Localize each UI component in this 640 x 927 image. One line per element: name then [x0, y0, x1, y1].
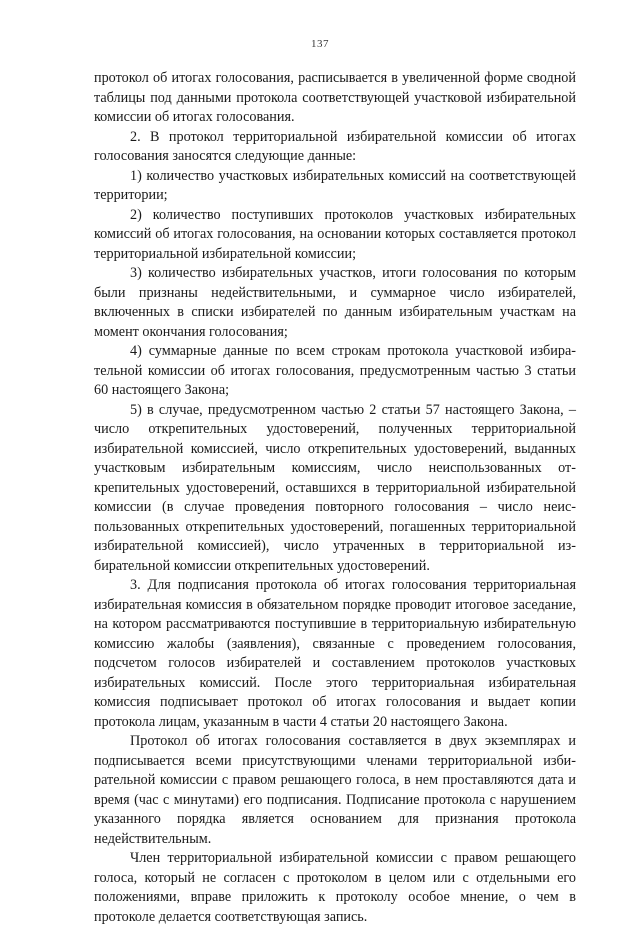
paragraph-continuation: протокол об итогах голосования, расписывается в увеличенной форме сводной таблицы под данными протокола соответствующей участковой избирательной комиссии об итогах голосования. [94, 70, 576, 125]
paragraph-item-3: 3) количество избирательных участков, итоги голосования по которым были признаны недействительными, и суммарное число избирателей, включенных в списки избирателей по данным избирательным участкам на момент окончания голосования; [94, 265, 576, 340]
paragraph-item-2: 2) количество поступивших протоколов участковых избирательных комиссий об итогах голосования, на основании которых составляется протокол территориальной избирательной комиссии; [94, 206, 576, 262]
paragraph-item-1: 1) количество участковых избирательных комиссий на соответствующей территории; [94, 167, 576, 203]
paragraph-item-5: 5) в случае, предусмотренном частью 2 статьи 57 настоящего Закона, – число открепительных удостоверений, полученных территориальной избирательной комиссией, число открепительных удостоверений, выданных участковым избирательным комиссиям, число неиспользованных открепительных удостоверений, оставшихся в территориальной избирательной комиссии (в случае проведения повторного голосования – число неиспользованных открепительных удостоверений, погашенных территориальной избирательной комиссией), число утраченных в территориальной избирательной комиссии открепительных удостоверений. [94, 401, 576, 574]
paragraph-item-4: 4) суммарные данные по всем строкам протокола участковой избирательной комиссии об итогах голосования, предусмотренным частью 3 статьи 60 настоящего Закона; [94, 343, 576, 398]
document-body [94, 69, 576, 927]
paragraph-protocol-signing: Протокол об итогах голосования составляется в двух экземплярах и подписывается всеми присутствующими членами территориальной избирательной комиссии с правом решающего голоса, в нем проставляются дата и время (час с минутами) его подписания. Подписание протокола с нарушением указанного порядка является основанием для признания протокола недействительным. [94, 733, 576, 847]
paragraph-dissenting-opinion: Член территориальной избирательной комиссии с правом решающего голоса, который не согласен с протоколом в целом или с отдельными его положениями, вправе приложить к протоколу особое мнение, о чем в протоколе делается соответствующая запись. [94, 850, 576, 925]
page-number: 137 [311, 38, 329, 50]
paragraph-clause-2: 2. В протокол территориальной избирательной комиссии об итогах голосования заносятся следующие данные: [94, 128, 576, 164]
paragraph-clause-3: 3. Для подписания протокола об итогах голосования территориальная избирательная комиссия в обязательном порядке проводит итоговое заседание, на котором рассматриваются поступившие в территориальную избирательную комиссию жалобы (заявления), связанные с проведением голосования, подсчетом голосов избирателей и составлением протоколов участковых избирательных комиссий. После этого территориальная избирательная комиссия подписывает протокол об итогах голосования и выдает копии протокола лицам, указанным в части 4 статьи 20 настоящего Закона. [94, 577, 576, 730]
